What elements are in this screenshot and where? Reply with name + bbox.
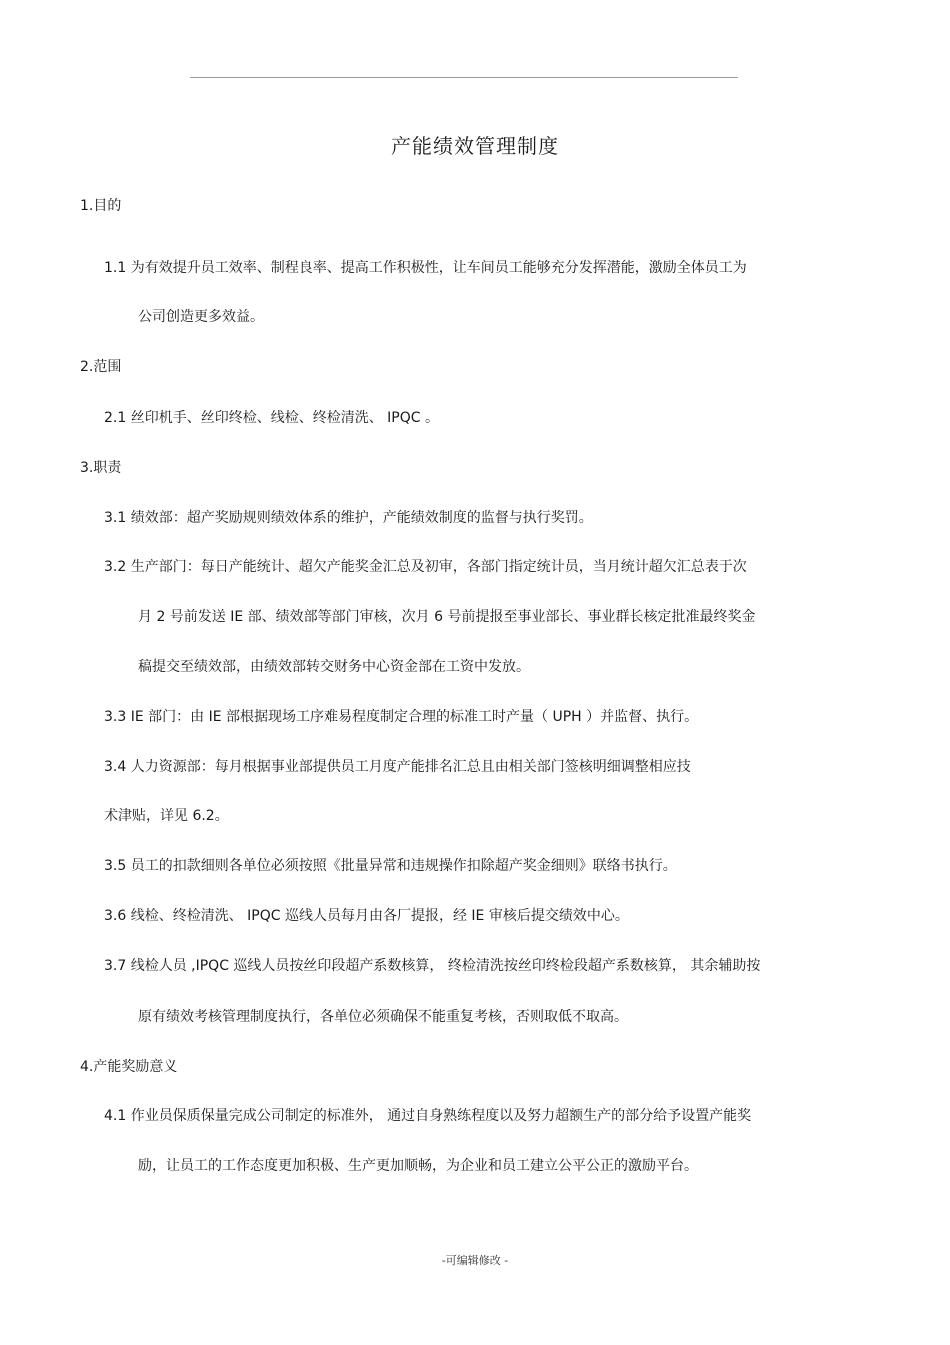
paragraph-line: 2.1 丝印机手、丝印终检、线检、终检清洗、 IPQC 。: [104, 410, 439, 426]
paragraph-line: 3.5 员工的扣款细则各单位必须按照《批量异常和违规操作扣除超产奖金细则》联络书执行。: [104, 858, 677, 874]
paragraph-line: 3.6 线检、终检清洗、 IPQC 巡线人员每月由各厂提报，经 IE 审核后提交绩效中心。: [104, 908, 629, 924]
paragraph-line: 3.2 生产部门：每日产能统计、超欠产能奖金汇总及初审，各部门指定统计员，当月统计超欠汇总表于次: [104, 559, 747, 575]
section-heading-duties: 3.职责: [80, 460, 122, 476]
section-heading-purpose: 1.目的: [80, 198, 122, 214]
paragraph-line: 稿提交至绩效部，由绩效部转交财务中心资金部在工资中发放。: [138, 659, 530, 675]
paragraph-line: 励，让员工的工作态度更加积极、生产更加顺畅，为企业和员工建立公平公正的激励平台。: [138, 1158, 698, 1174]
paragraph-line: 3.4 人力资源部：每月根据事业部提供员工月度产能排名汇总且由相关部门签核明细调整相应技: [104, 759, 691, 775]
paragraph-line: 公司创造更多效益。: [138, 309, 264, 325]
paragraph-line: 3.7 线检人员 ,IPQC 巡线人员按丝印段超产系数核算， 终检清洗按丝印终检段超产系数核算， 其余辅助按: [104, 958, 761, 974]
section-heading-scope: 2.范围: [80, 359, 122, 375]
section-heading-incentive: 4.产能奖励意义: [80, 1059, 178, 1075]
paragraph-line: 4.1 作业员保质保量完成公司制定的标准外， 通过自身熟练程度以及努力超额生产的部分给予设置产能奖: [104, 1108, 752, 1124]
paragraph-line: 3.1 绩效部：超产奖励规则绩效体系的维护，产能绩效制度的监督与执行奖罚。: [104, 510, 593, 526]
paragraph-line: 原有绩效考核管理制度执行，各单位必须确保不能重复考核，否则取低不取高。: [138, 1009, 628, 1025]
paragraph-line: 1.1 为有效提升员工效率、制程良率、提高工作积极性，让车间员工能够充分发挥潜能，激励全体员工为: [104, 260, 747, 276]
document-title: 产能绩效管理制度: [391, 134, 559, 158]
paragraph-line: 3.3 IE 部门：由 IE 部根据现场工序难易程度制定合理的标准工时产量（ UPH ）并监督、执行。: [104, 709, 699, 725]
paragraph-line: 月 2 号前发送 IE 部、绩效部等部门审核，次月 6 号前提报至事业部长、事业群长核定批准最终奖金: [138, 609, 756, 625]
paragraph-line: 术津贴，详见 6.2。: [104, 808, 229, 824]
page-footer: -可编辑修改 -: [441, 1254, 509, 1267]
header-rule: [190, 77, 738, 78]
